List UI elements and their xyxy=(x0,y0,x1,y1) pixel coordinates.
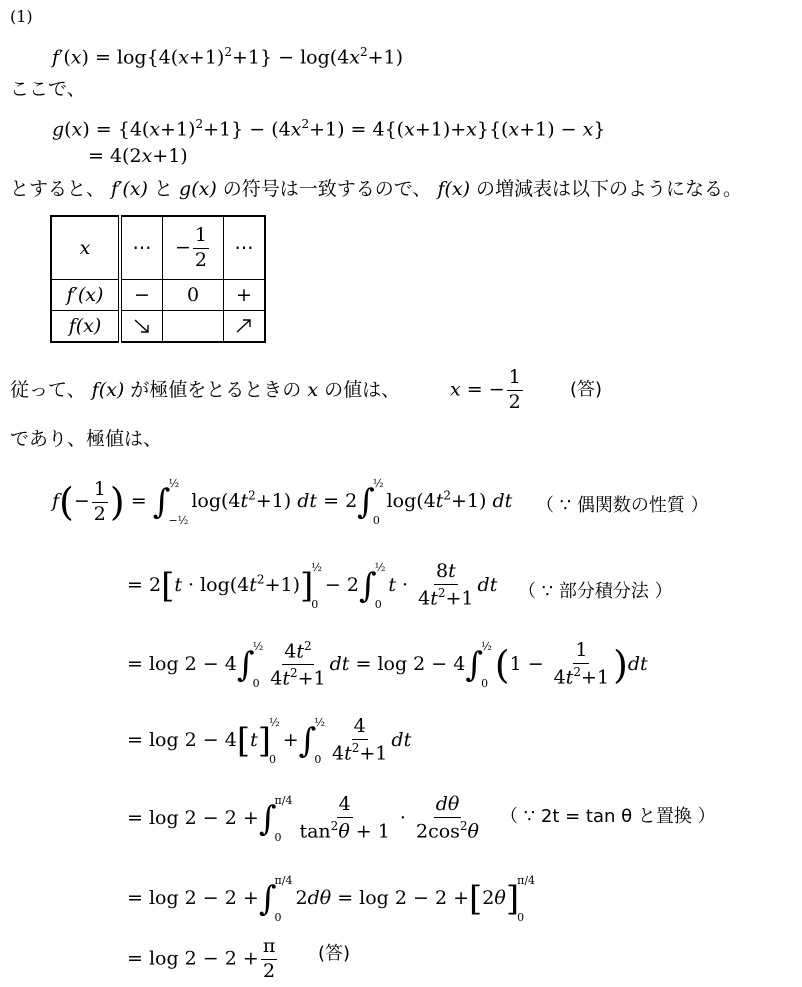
step-2: = $2[t \cdot \log(4t^2+1)]$ ½ 0 − 2∫ ½ 0 t · $\frac{8t}{4t^2+1}$ dt xyxy=(127,560,498,611)
g-definition: $g(x) = \{4(x+1)^2+1\} - (4x^2+1) = 4\{(x+1)+x\}\{(x+1) - x\}$ xyxy=(52,117,606,141)
answer-label-1: (答) xyxy=(570,379,603,400)
table-fprime-left: − xyxy=(120,280,163,311)
increase-decrease-table xyxy=(50,215,266,343)
table-fprime-right: + xyxy=(224,280,266,311)
step-7: = log 2 − 2 + $\frac{\pi}{2}$ xyxy=(127,935,276,982)
table-row-f-label: f(x) xyxy=(51,311,120,343)
step-2-note: （ ∵ 部分積分法 ） xyxy=(518,581,673,602)
answer-x: x = − $\frac{1}{2}$ xyxy=(450,366,521,413)
step-5-note: （ ∵ 2t = tan θ と置換 ） xyxy=(500,806,716,827)
table-row-fprime-label: f′(x) xyxy=(51,280,120,311)
g-result: = 4(2x+1) xyxy=(88,145,188,167)
table-header-dots-left: ⋯ xyxy=(120,216,163,280)
table-header-dots-right: ⋯ xyxy=(224,216,266,280)
step-1-note: （ ∵ 偶関数の性質 ） xyxy=(536,495,709,516)
deari-text: であり、極値は、 xyxy=(10,428,163,450)
sign-sentence: とすると、 f′(x) と g(x) の符号は一致するので、 f(x) の増減表は以下のようになる。 xyxy=(10,178,743,200)
increasing-arrow-icon xyxy=(224,311,266,343)
answer-label-2: (答) xyxy=(318,943,351,964)
kokode-text: ここで、 xyxy=(10,78,86,100)
table-header-x: x xyxy=(51,216,120,280)
step-4: = log 2 − 4[t] ½ 0 +∫ ½ 0 $\frac{4}{4t^2+1}$ dt xyxy=(127,715,412,766)
table-header-critical: − $\frac{1}{2}$ xyxy=(163,216,224,280)
step-3: = log 2 − 4∫ ½ 0 $\frac{4t^2}{4t^2+1}$ dt = log 2 − 4∫ ½ 0 (1 − $\frac{1}{4t^2+1}$ )dt xyxy=(127,639,648,690)
step-6: = log 2 − 2 +∫ π/4 0 2dθ = log 2 − 2 +[2θ] π/4 0 xyxy=(127,874,536,924)
shitagatte-text: 従って、 f(x) が極値をとるときの x の値は、 xyxy=(10,379,401,401)
table-f-empty xyxy=(163,311,224,343)
problem-label: (1) xyxy=(10,7,33,26)
step-1: f(− $\frac{1}{2}$ ) = ∫ ½ −½ $\log(4t^2+1)$ dt = 2∫ ½ 0 $\log(4t^2+1)$ dt xyxy=(52,477,513,527)
decreasing-arrow-icon xyxy=(120,311,163,343)
table-fprime-zero: 0 xyxy=(163,280,224,311)
step-5: = log 2 − 2 +∫ π/4 0 $\frac{4}{\tan^2\theta + 1}$ · $\frac{d\theta}{2\cos^2\theta}$ xyxy=(127,793,479,844)
derivative-equation: $f'(x) = \log\{4(x+1)^2+1\} - \log(4x^2+1)$ xyxy=(52,45,404,69)
